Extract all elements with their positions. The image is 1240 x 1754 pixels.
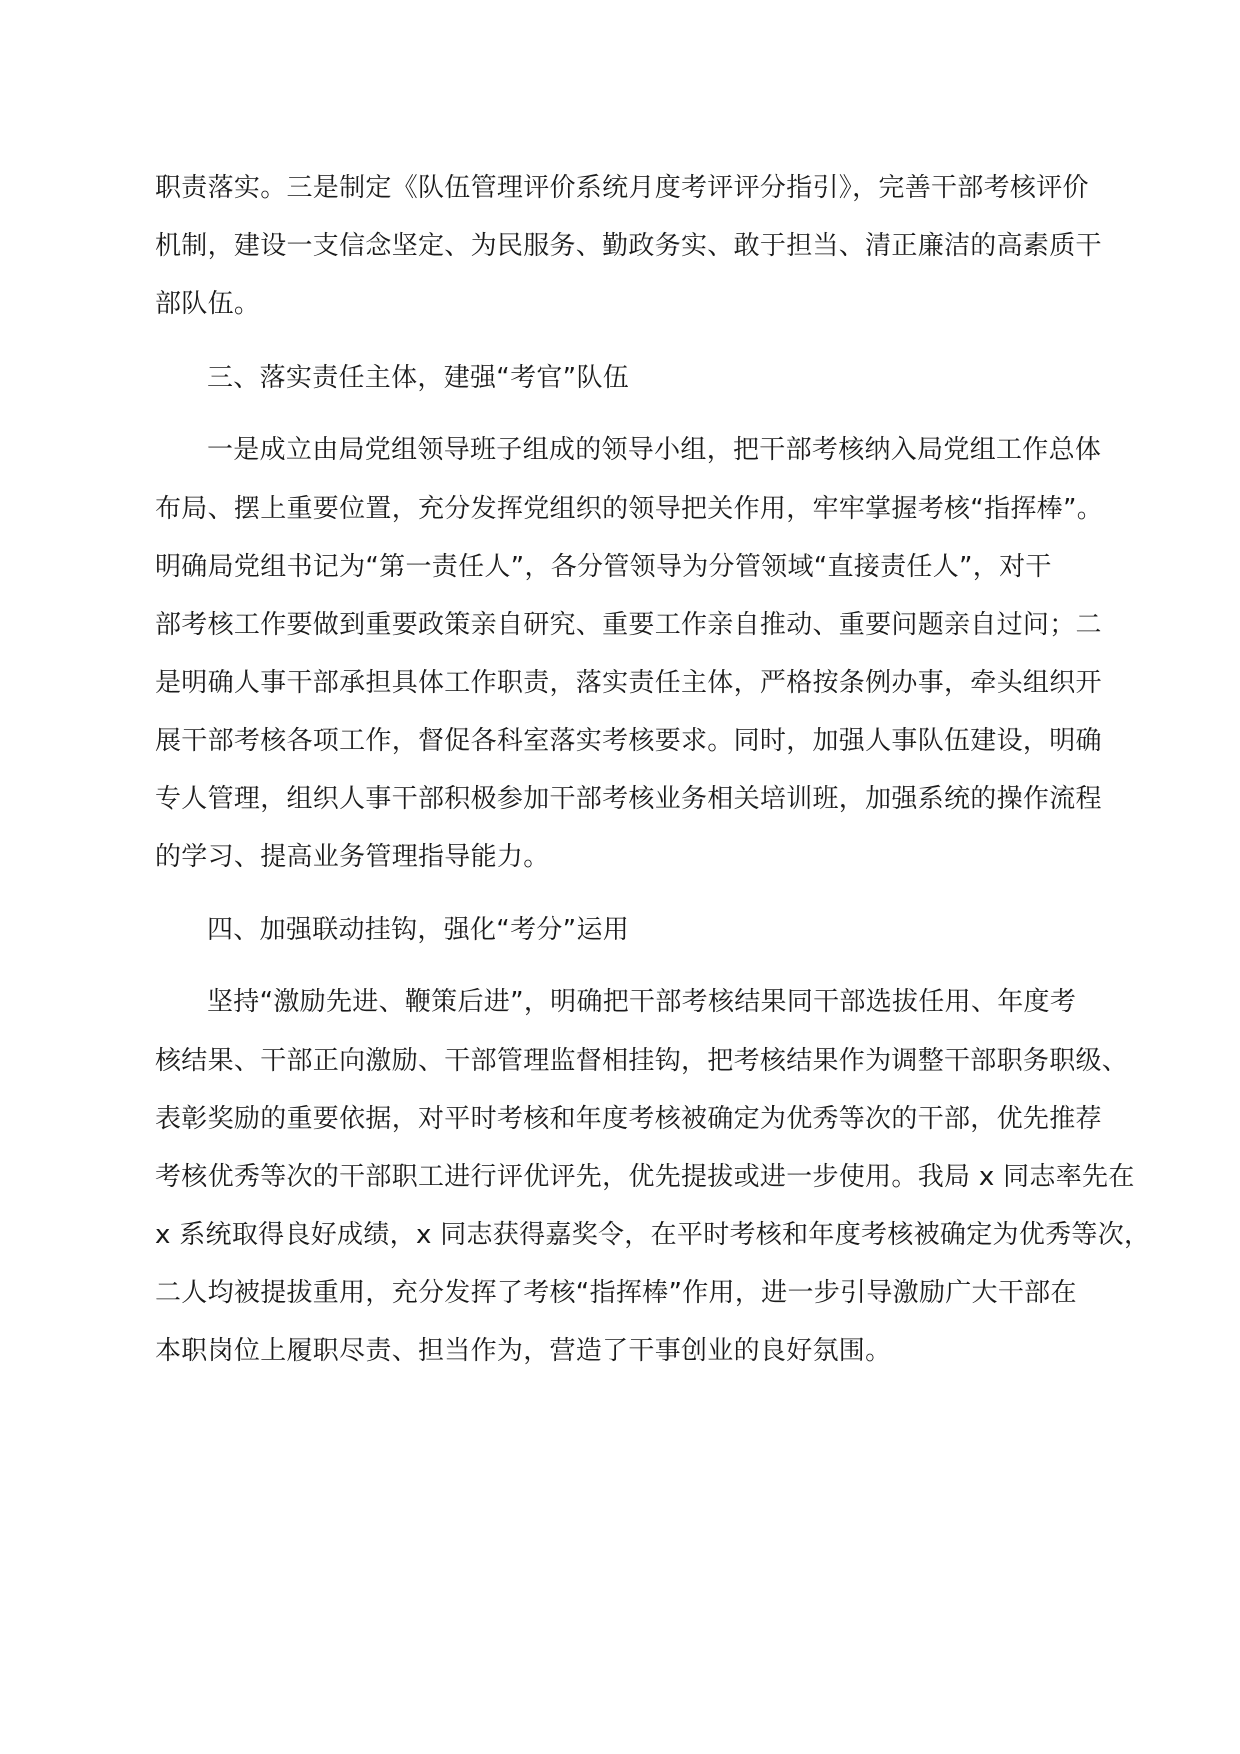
paragraph-line: 核结果、干部正向激励、干部管理监督相挂钩，把考核结果作为调整干部职务职级、 <box>155 1046 1129 1076</box>
paragraph-line: 布局、摆上重要位置，充分发挥党组织的领导把关作用，牢牢掌握考核“指挥棒”。 <box>155 494 1104 524</box>
paragraph-line: 机制，建设一支信念坚定、为民服务、勤政务实、敢于担当、清正廉洁的高素质干 <box>155 231 1102 261</box>
paragraph-line: 二人均被提拔重用，充分发挥了考核“指挥棒”作用，进一步引导激励广大干部在 <box>155 1278 1077 1308</box>
paragraph-line: 明确局党组书记为“第一责任人”，各分管领导为分管领域“直接责任人”，对干 <box>155 552 1052 582</box>
paragraph-line: 是明确人事干部承担具体工作职责，落实责任主体，严格按条例办事，牵头组织开 <box>155 668 1102 698</box>
paragraph-line: 坚持“激励先进、鞭策后进”，明确把干部考核结果同干部选拔任用、年度考 <box>207 987 1077 1017</box>
paragraph-line: 职责落实。三是制定《队伍管理评价系统月度考评评分指引》，完善干部考核评价 <box>155 173 1089 203</box>
paragraph-line: 一是成立由局党组领导班子组成的领导小组，把干部考核纳入局党组工作总体 <box>207 435 1102 465</box>
paragraph-line: 展干部考核各项工作，督促各科室落实考核要求。同时，加强人事队伍建设，明确 <box>155 726 1102 756</box>
paragraph-line: 部队伍。 <box>155 289 261 319</box>
section-heading: 三、落实责任主体，建强“考官”队伍 <box>207 363 630 393</box>
paragraph-line: 专人管理，组织人事干部积极参加干部考核业务相关培训班，加强系统的操作流程 <box>155 784 1102 814</box>
paragraph-line: 部考核工作要做到重要政策亲自研究、重要工作亲自推动、重要问题亲自过问；二 <box>155 610 1102 640</box>
paragraph-line: 考核优秀等次的干部职工进行评优评先，优先提拔或进一步使用。我局 x 同志率先在 <box>155 1162 1135 1192</box>
section-heading: 四、加强联动挂钩，强化“考分”运用 <box>207 915 630 945</box>
paragraph-line: 的学习、提高业务管理指导能力。 <box>155 842 550 872</box>
paragraph-line: 表彰奖励的重要依据，对平时考核和年度考核被确定为优秀等次的干部，优先推荐 <box>155 1104 1102 1134</box>
paragraph-line: x 系统取得良好成绩，x 同志获得嘉奖令，在平时考核和年度考核被确定为优秀等次， <box>155 1220 1151 1250</box>
paragraph-line: 本职岗位上履职尽责、担当作为，营造了干事创业的良好氛围。 <box>155 1336 892 1366</box>
